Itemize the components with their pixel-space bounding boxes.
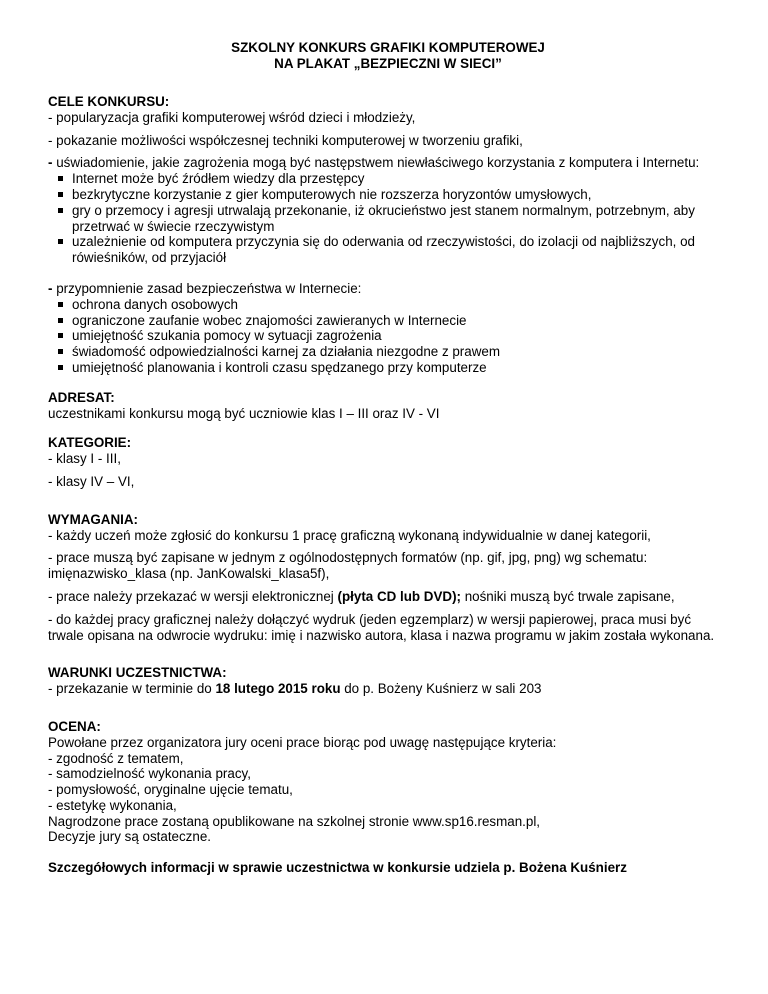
list-item: Internet może być źródłem wiedzy dla przestępcy bbox=[72, 171, 728, 187]
warunki-deadline: 18 lutego 2015 roku bbox=[215, 681, 341, 697]
footer-contact: Szczegółowych informacji w sprawie uczestnictwa w konkursie udziela p. Bożena Kuśnierz bbox=[48, 860, 627, 876]
document-page bbox=[48, 40, 728, 876]
list-item: umiejętność szukania pomocy w sytuacji zagrożenia bbox=[72, 328, 728, 344]
section-adresat bbox=[48, 390, 728, 422]
wymagania-item-3-post: nośniki muszą być trwale zapisane, bbox=[461, 588, 675, 604]
title-line-1: SZKOLNY KONKURS GRAFIKI KOMPUTEROWEJ bbox=[231, 40, 545, 55]
list-item: świadomość odpowiedzialności karnej za działania niezgodne z prawem bbox=[72, 344, 728, 360]
section-warunki bbox=[48, 665, 728, 697]
kategorie-heading: KATEGORIE: bbox=[48, 435, 132, 451]
ocena-line: - zgodność z tematem, bbox=[48, 750, 184, 766]
wymagania-item-4: - do każdej pracy graficznej należy dołączyć wydruk (jeden egzemplarz) w wersji papierowej, praca musi być trwale opisana na odwrocie wydruku: imię i nazwisko autora, klasa i nazwa programu w jakim została wykonana. bbox=[48, 611, 715, 643]
wymagania-item-3-bold: (płyta CD lub DVD); bbox=[337, 588, 461, 604]
warunki-heading: WARUNKI UCZESTNICTWA: bbox=[48, 665, 227, 681]
ocena-line: - estetykę wykonania, bbox=[48, 797, 177, 813]
ocena-line: Powołane przez organizatora jury oceni prace biorąc pod uwagę następujące kryteria: bbox=[48, 734, 557, 750]
wymagania-heading: WYMAGANIA: bbox=[48, 511, 139, 527]
cele-item-3-dash: - bbox=[48, 155, 53, 171]
warunki-post: do p. Bożeny Kuśnierz w sali 203 bbox=[340, 681, 542, 697]
cele-item-3-text: uświadomienie, jakie zagrożenia mogą być następstwem niewłaściwego korzystania z komputera i Internetu: bbox=[52, 155, 700, 171]
list-item: umiejętność planowania i kontroli czasu spędzanego przy komputerze bbox=[72, 360, 728, 376]
section-kategorie bbox=[48, 435, 728, 489]
ocena-line: Nagrodzone prace zostaną opublikowane na szkolnej stronie www.sp16.resman.pl, bbox=[48, 813, 541, 829]
rules-list bbox=[48, 297, 728, 376]
threats-list bbox=[48, 171, 728, 266]
kategorie-item-1: - klasy I - III, bbox=[48, 451, 121, 467]
adresat-heading: ADRESAT: bbox=[48, 389, 115, 405]
wymagania-item-2: - prace muszą być zapisane w jednym z ogólnodostępnych formatów (np. gif, jpg, png) wg schematu: imięnazwisko_klasa (np. JanKowalski_klasa5f), bbox=[48, 550, 648, 582]
adresat-text: uczestnikami konkursu mogą być uczniowie klas I – III oraz IV - VI bbox=[48, 405, 440, 421]
section-wymagania bbox=[48, 512, 728, 644]
document-title bbox=[48, 40, 728, 71]
cele-item-2: - pokazanie możliwości współczesnej techniki komputerowej w tworzeniu grafiki, bbox=[48, 132, 523, 148]
wymagania-item-3 bbox=[48, 589, 728, 605]
kategorie-item-2: - klasy IV – VI, bbox=[48, 473, 135, 489]
list-item: ograniczone zaufanie wobec znajomości zawieranych w Internecie bbox=[72, 313, 728, 329]
list-item: ochrona danych osobowych bbox=[72, 297, 728, 313]
cele-heading: CELE KONKURSU: bbox=[48, 94, 170, 109]
title-line-2: NA PLAKAT „BEZPIECZNI W SIECI” bbox=[274, 55, 502, 71]
ocena-line: - samodzielność wykonania pracy, bbox=[48, 766, 251, 782]
ocena-line: - pomysłowość, oryginalne ujęcie tematu, bbox=[48, 782, 293, 798]
ocena-line: Decyzje jury są ostateczne. bbox=[48, 829, 211, 845]
wymagania-item-1: - każdy uczeń może zgłosić do konkursu 1 pracę graficzną wykonaną indywidualnie w danej kategorii, bbox=[48, 527, 651, 543]
warunki-text bbox=[48, 681, 728, 697]
section-footer bbox=[48, 860, 728, 876]
section-ocena bbox=[48, 719, 728, 845]
wymagania-item-3-pre: - prace należy przekazać w wersji elektronicznej bbox=[48, 588, 338, 604]
list-item: bezkrytyczne korzystanie z gier komputerowych nie rozszerza horyzontów umysłowych, bbox=[72, 187, 728, 203]
cele-item-1: - popularyzacja grafiki komputerowej wśród dzieci i młodzieży, bbox=[48, 109, 416, 125]
section-cele bbox=[48, 94, 728, 376]
cele-item-3 bbox=[48, 155, 728, 171]
cele-item-4 bbox=[48, 281, 728, 297]
list-item: gry o przemocy i agresji utrwalają przekonanie, iż okrucieństwo jest stanem normalnym, potrzebnym, aby przetrwać w świecie rzeczywistym bbox=[72, 203, 728, 235]
list-item: uzależnienie od komputera przyczynia się do oderwania od rzeczywistości, do izolacji od najbliższych, od rówieśników, od przyjaciół bbox=[72, 234, 728, 266]
warunki-pre: - przekazanie w terminie do bbox=[48, 681, 216, 697]
cele-item-4-text: przypomnienie zasad bezpieczeństwa w Internecie: bbox=[52, 280, 362, 296]
ocena-heading: OCENA: bbox=[48, 718, 101, 734]
cele-item-4-dash: - bbox=[48, 280, 53, 296]
